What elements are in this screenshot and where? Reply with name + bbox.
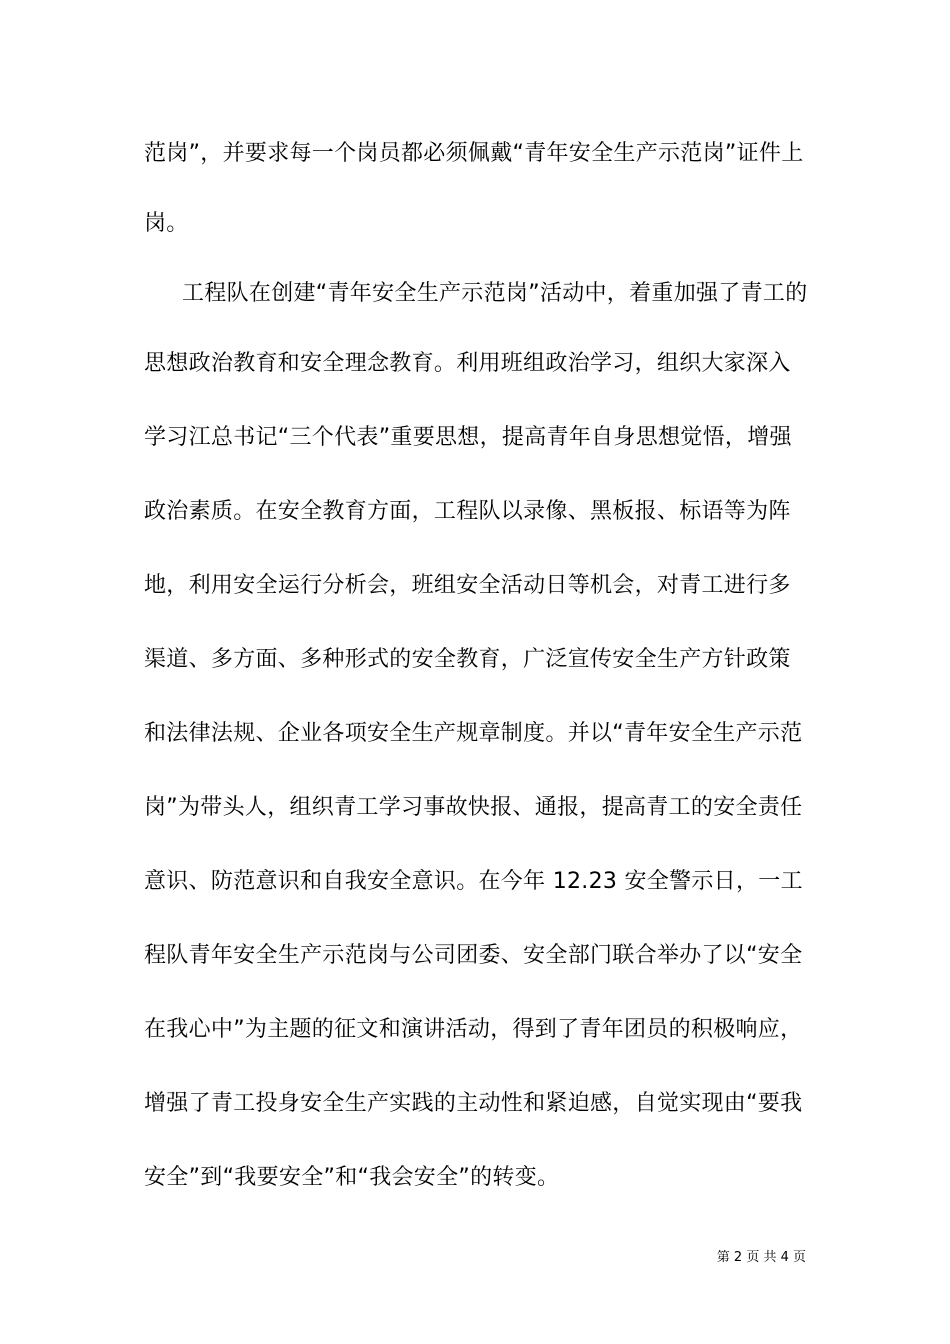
text-line: 范岗”，并要求每一个岗员都必须佩戴“青年安全生产示范岗”证件上 <box>144 141 804 166</box>
text-line: 岗”为带头人，组织青工学习事故快报、通报，提高青工的安全责任 <box>144 795 803 820</box>
text-line: 程队青年安全生产示范岗与公司团委、安全部门联合举办了以“安全 <box>144 943 803 968</box>
text-line: 岗。 <box>144 211 189 236</box>
text-line: 渠道、多方面、多种形式的安全教育，广泛宣传安全生产方针政策 <box>144 647 791 672</box>
page-number: 第 2 页 共 4 页 <box>716 1250 806 1265</box>
text-line: 增强了青工投身安全生产实践的主动性和紧迫感，自觉实现由“要我 <box>144 1091 803 1116</box>
text-line: 在我心中”为主题的征文和演讲活动，得到了青年团员的积极响应， <box>144 1017 803 1042</box>
text-line: 意识、防范意识和自我安全意识。在今年 12.23 安全警示日，一工 <box>144 869 803 894</box>
text-line: 思想政治教育和安全理念教育。利用班组政治学习，组织大家深入 <box>144 351 791 376</box>
text-line: 安全”到“我要安全”和“我会安全”的转变。 <box>144 1165 560 1190</box>
text-line: 政治素质。在安全教育方面，工程队以录像、黑板报、标语等为阵 <box>144 499 791 524</box>
text-line: 学习江总书记“三个代表”重要思想，提高青年自身思想觉悟，增强 <box>144 425 792 450</box>
text-line: 地，利用安全运行分析会，班组安全活动日等机会，对青工进行多 <box>144 573 791 598</box>
text-line: 工程队在创建“青年安全生产示范岗”活动中，着重加强了青工的 <box>182 281 808 306</box>
text-line: 和法律法规、企业各项安全生产规章制度。并以“青年安全生产示范 <box>144 721 803 746</box>
